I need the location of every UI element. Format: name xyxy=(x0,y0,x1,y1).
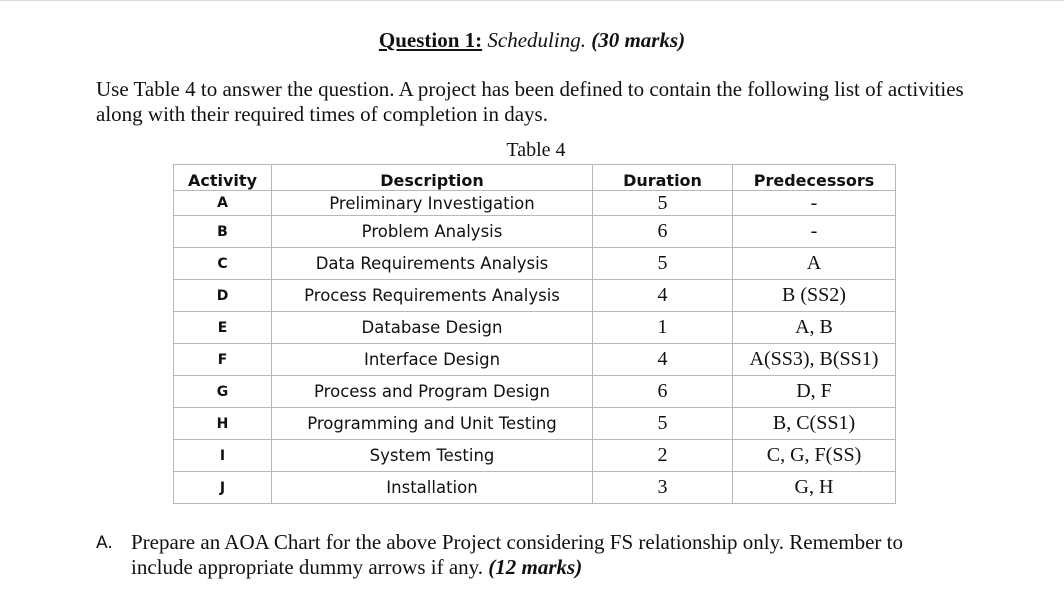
duration-cell: 1 xyxy=(593,312,733,344)
question-number: Question 1: xyxy=(378,28,483,52)
part-a-line-2-text: include appropriate dummy arrows if any. xyxy=(131,555,484,579)
part-a-letter: A. xyxy=(96,533,113,553)
part-a xyxy=(96,530,996,580)
predecessors-cell: A, B xyxy=(733,312,896,344)
duration-cell: 4 xyxy=(593,280,733,312)
table-row xyxy=(174,344,896,376)
predecessors-cell: C, G, F(SS) xyxy=(733,440,896,472)
question-marks: (30 marks) xyxy=(591,28,686,52)
table-row xyxy=(174,216,896,248)
question-topic: Scheduling. xyxy=(487,28,586,52)
activity-cell: G xyxy=(174,376,272,408)
table-header-row xyxy=(174,165,896,191)
intro-paragraph xyxy=(96,77,996,127)
activity-cell: E xyxy=(174,312,272,344)
header-activity: Activity xyxy=(174,165,272,191)
activity-cell: C xyxy=(174,248,272,280)
top-rule xyxy=(0,0,1064,1)
table-row xyxy=(174,280,896,312)
table-row xyxy=(174,248,896,280)
table-row xyxy=(174,312,896,344)
header-duration: Duration xyxy=(593,165,733,191)
table-caption: Table 4 xyxy=(506,139,566,161)
activity-cell: D xyxy=(174,280,272,312)
table-row xyxy=(174,472,896,504)
predecessors-cell: A(SS3), B(SS1) xyxy=(733,344,896,376)
predecessors-cell: D, F xyxy=(733,376,896,408)
table-row xyxy=(174,440,896,472)
duration-cell: 3 xyxy=(593,472,733,504)
description-cell: System Testing xyxy=(272,440,593,472)
activity-cell: H xyxy=(174,408,272,440)
predecessors-cell: A xyxy=(733,248,896,280)
intro-line-2: along with their required times of completion in days. xyxy=(96,102,548,126)
duration-cell: 4 xyxy=(593,344,733,376)
description-cell: Preliminary Investigation xyxy=(272,191,593,216)
description-cell: Programming and Unit Testing xyxy=(272,408,593,440)
table-row xyxy=(174,376,896,408)
activity-cell: F xyxy=(174,344,272,376)
duration-cell: 2 xyxy=(593,440,733,472)
description-cell: Process and Program Design xyxy=(272,376,593,408)
activity-cell: B xyxy=(174,216,272,248)
question-title xyxy=(0,28,1064,53)
part-a-line-2 xyxy=(131,555,996,580)
duration-cell: 5 xyxy=(593,248,733,280)
activity-table xyxy=(173,164,896,504)
activity-cell: J xyxy=(174,472,272,504)
predecessors-cell: B (SS2) xyxy=(733,280,896,312)
header-predecessors: Predecessors xyxy=(733,165,896,191)
predecessors-cell: - xyxy=(733,216,896,248)
description-cell: Interface Design xyxy=(272,344,593,376)
duration-cell: 6 xyxy=(593,376,733,408)
predecessors-cell: G, H xyxy=(733,472,896,504)
part-a-line-1: Prepare an AOA Chart for the above Project considering FS relationship only. Remember to xyxy=(131,530,903,554)
description-cell: Problem Analysis xyxy=(272,216,593,248)
table-row xyxy=(174,191,896,216)
predecessors-cell: - xyxy=(733,191,896,216)
duration-cell: 5 xyxy=(593,191,733,216)
duration-cell: 6 xyxy=(593,216,733,248)
predecessors-cell: B, C(SS1) xyxy=(733,408,896,440)
intro-line-1: Use Table 4 to answer the question. A project has been defined to contain the following list of activities xyxy=(96,77,964,101)
description-cell: Database Design xyxy=(272,312,593,344)
table-row xyxy=(174,408,896,440)
part-a-marks: (12 marks) xyxy=(488,555,583,579)
activity-cell: A xyxy=(174,191,272,216)
header-description: Description xyxy=(272,165,593,191)
description-cell: Installation xyxy=(272,472,593,504)
description-cell: Data Requirements Analysis xyxy=(272,248,593,280)
activity-cell: I xyxy=(174,440,272,472)
duration-cell: 5 xyxy=(593,408,733,440)
description-cell: Process Requirements Analysis xyxy=(272,280,593,312)
